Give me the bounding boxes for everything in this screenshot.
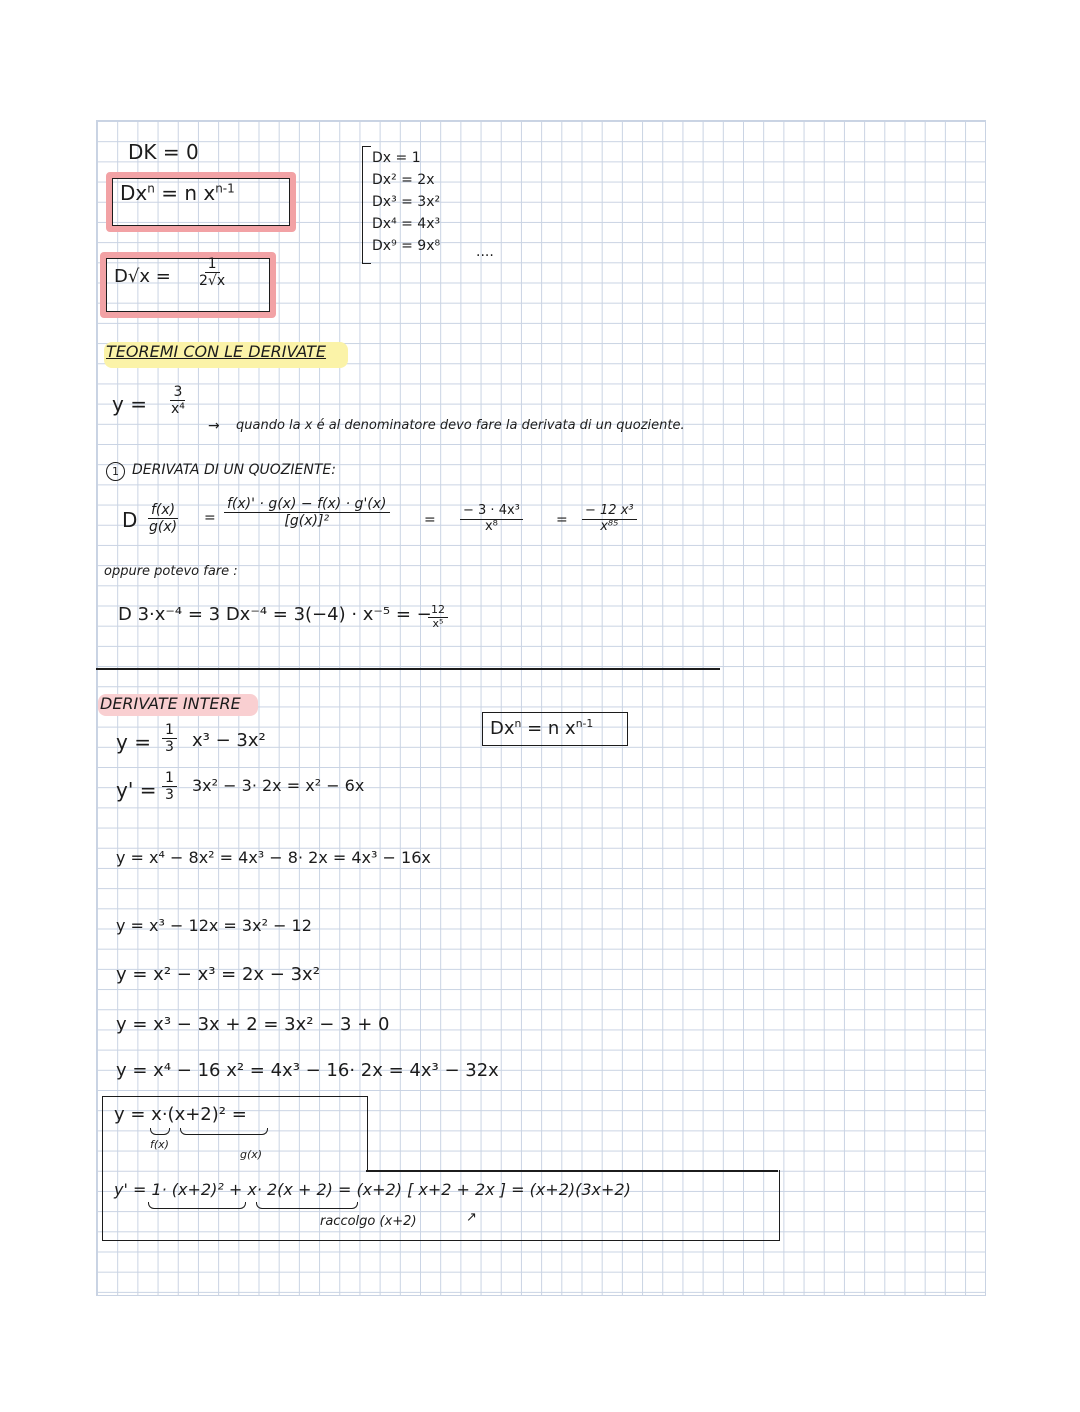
sqrt-rule-fraction <box>196 256 228 289</box>
q-fraction <box>146 502 180 535</box>
ex3: y = x³ − 12x = 3x² − 12 <box>116 916 312 935</box>
ex2: y = x⁴ − 8x² = 4x³ − 8· 2x = 4x³ − 16x <box>116 848 431 867</box>
example-5: Dx⁹ = 9x⁸ <box>372 238 441 254</box>
boxed-rule-lhs: Dx <box>490 718 515 739</box>
constant-rule: DK = 0 <box>128 140 199 164</box>
product-box-step <box>366 1170 778 1172</box>
section-divider <box>96 668 720 670</box>
q-formula-num: f(x)' · g(x) − f(x) · g'(x) <box>224 496 390 513</box>
example-4: Dx⁴ = 4x³ <box>372 216 441 232</box>
example-1: Dx = 1 <box>372 150 421 166</box>
q-eq1: = <box>204 510 216 526</box>
q-den: g(x) <box>149 519 178 536</box>
ex1p-num: 1 <box>162 770 177 787</box>
alt-calc: D 3·x⁻⁴ = 3 Dx⁻⁴ = 3(−4) · x⁻⁵ = − <box>118 604 432 625</box>
q-result <box>582 504 637 535</box>
ex6: y = x⁴ − 16 x² = 4x³ − 16· 2x = 4x³ − 32x <box>116 1060 499 1081</box>
prod-brace-gx <box>180 1128 268 1135</box>
ex1-fraction <box>162 722 177 755</box>
ex1-den: 3 <box>165 739 174 756</box>
sqrt-rule-lhs: D√x = <box>114 266 171 287</box>
q-formula-den: [g(x)]² <box>284 513 330 530</box>
q-example-num: − 3 · 4x³ <box>460 504 523 520</box>
ex1p-den: 3 <box>165 787 174 804</box>
ex1p-fraction <box>162 770 177 803</box>
y-fraction <box>168 384 188 417</box>
boxed-rule-exp: n <box>514 717 522 730</box>
power-rule <box>120 181 235 205</box>
prod-yp: y' = 1· (x+2)² + x· 2(x + 2) = (x+2) [ x+2 + 2x ] = (x+2)(3x+2) <box>114 1180 631 1199</box>
q-eq2: = <box>424 512 436 528</box>
ex1-y: y = <box>116 730 151 754</box>
q-result-den: x⁸⁵ <box>600 518 619 534</box>
prod-brace-2 <box>256 1202 358 1209</box>
quotient-note: quando la x é al denominatore devo fare la derivata di un quoziente. <box>236 418 685 433</box>
example-2: Dx² = 2x <box>372 172 435 188</box>
power-rule-rhs-exp: n-1 <box>215 181 235 196</box>
prod-y: y = x·(x+2)² = <box>114 1104 247 1125</box>
boxed-power-rule-text <box>490 718 593 739</box>
title-theorems: TEOREMI CON LE DERIVATE <box>106 342 327 361</box>
q-eq3: = <box>556 512 568 528</box>
q-example-den: x⁸ <box>484 518 498 534</box>
q-formula <box>224 496 390 529</box>
prod-fx: f(x) <box>150 1138 169 1151</box>
y-eq: y = <box>112 392 147 416</box>
y-den: x⁴ <box>171 401 185 418</box>
quotient-title: DERIVATA DI UN QUOZIENTE: <box>132 462 336 478</box>
sqrt-rule-num: 1 <box>205 256 220 273</box>
examples-bracket <box>362 146 371 264</box>
ex1-rest: x³ − 3x² <box>192 730 266 751</box>
boxed-rule-rhs-exp: n-1 <box>575 717 594 730</box>
example-3: Dx³ = 3x² <box>372 194 441 210</box>
q-example <box>460 504 523 535</box>
prod-gx: g(x) <box>240 1148 263 1161</box>
q-num: f(x) <box>148 502 178 519</box>
power-rule-rhs: = n x <box>161 181 216 205</box>
alt-note: oppure potevo fare : <box>104 564 238 579</box>
ex1p-rest: 3x² − 3· 2x = x² − 6x <box>192 776 365 795</box>
ex1p-y: y' = <box>116 778 157 802</box>
ex1-num: 1 <box>162 722 177 739</box>
prod-arrow-icon: ↗ <box>466 1210 477 1225</box>
sqrt-rule-den: 2√x <box>199 273 226 290</box>
alt-fraction <box>428 604 448 630</box>
boxed-rule-rhs: = n x <box>527 718 576 739</box>
power-rule-lhs: Dx <box>120 181 148 205</box>
power-rule-exp: n <box>147 181 155 196</box>
title-integer: DERIVATE INTERE <box>100 694 241 713</box>
ex5: y = x³ − 3x + 2 = 3x² − 3 + 0 <box>116 1014 390 1035</box>
arrow-icon: → <box>208 418 220 434</box>
prod-collect: raccolgo (x+2) <box>320 1214 417 1229</box>
q-result-num: − 12 x³ <box>582 504 637 520</box>
ex4: y = x² − x³ = 2x − 3x² <box>116 964 320 985</box>
y-num: 3 <box>170 384 185 401</box>
q-D: D <box>122 508 138 532</box>
circle-number: 1 <box>106 462 125 481</box>
examples-dots: .... <box>476 244 494 260</box>
prod-brace-fx <box>150 1128 170 1135</box>
prod-brace-1 <box>148 1202 246 1209</box>
alt-num: 12 <box>428 604 448 618</box>
alt-den: x⁵ <box>432 616 444 630</box>
